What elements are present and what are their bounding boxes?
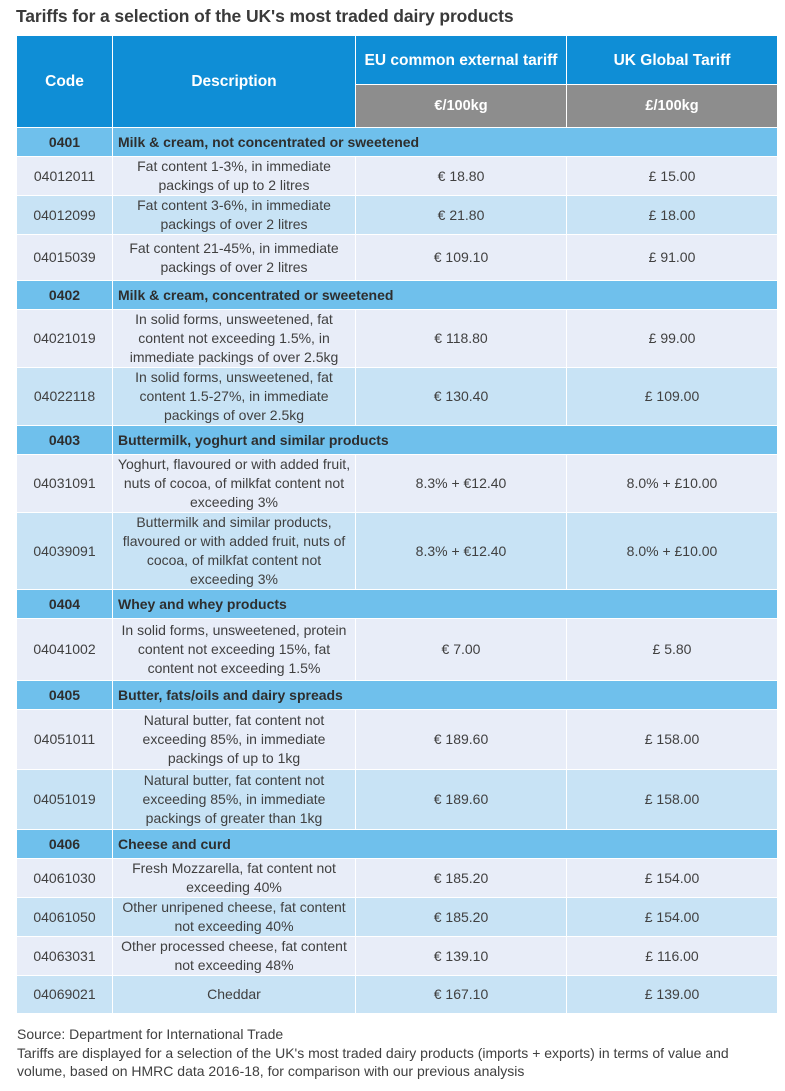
row-code: 04039091 (17, 513, 113, 590)
table-row (17, 368, 778, 426)
row-description: Cheddar (113, 976, 356, 1014)
group-label: Whey and whey products (113, 590, 778, 619)
row-description: Other processed cheese, fat content not exceeding 48% (113, 937, 356, 976)
row-uk-tariff: £ 139.00 (567, 976, 778, 1014)
row-code: 04063031 (17, 937, 113, 976)
row-eu-tariff: € 139.10 (356, 937, 567, 976)
row-uk-tariff: £ 91.00 (567, 235, 778, 281)
row-code: 04041002 (17, 619, 113, 681)
page-title: Tariffs for a selection of the UK's most traded dairy products (16, 6, 514, 26)
table-row (17, 235, 778, 281)
row-uk-tariff: £ 154.00 (567, 859, 778, 898)
row-code: 04012011 (17, 157, 113, 196)
table-row (17, 513, 778, 590)
row-code: 04021019 (17, 310, 113, 368)
table-row (17, 859, 778, 898)
group-label: Milk & cream, concentrated or sweetened (113, 281, 778, 310)
header-uk-unit: £/100kg (567, 85, 778, 128)
row-eu-tariff: 8.3% + €12.40 (356, 455, 567, 513)
row-description: Buttermilk and similar products, flavoured or with added fruit, nuts of cocoa, of milkfat content not exceeding 3% (113, 513, 356, 590)
row-description: In solid forms, unsweetened, fat content not exceeding 1.5%, in immediate packings of over 2.5kg (113, 310, 356, 368)
row-eu-tariff: € 185.20 (356, 898, 567, 937)
row-code: 04051011 (17, 710, 113, 770)
row-uk-tariff: £ 5.80 (567, 619, 778, 681)
row-code: 04051019 (17, 770, 113, 830)
row-uk-tariff: £ 18.00 (567, 196, 778, 235)
table-row (17, 619, 778, 681)
row-uk-tariff: £ 158.00 (567, 710, 778, 770)
row-eu-tariff: € 130.40 (356, 368, 567, 426)
footer (17, 1025, 777, 1081)
header-code: Code (17, 36, 113, 128)
row-uk-tariff: £ 99.00 (567, 310, 778, 368)
group-row (17, 681, 778, 710)
row-description: In solid forms, unsweetened, protein content not exceeding 15%, fat content not exceeding 1.5% (113, 619, 356, 681)
row-description: Fat content 21-45%, in immediate packings of over 2 litres (113, 235, 356, 281)
row-code: 04012099 (17, 196, 113, 235)
row-uk-tariff: £ 158.00 (567, 770, 778, 830)
row-code: 04031091 (17, 455, 113, 513)
row-uk-tariff: 8.0% + £10.00 (567, 455, 778, 513)
row-code: 04022118 (17, 368, 113, 426)
footer-source: Source: Department for International Trade (17, 1026, 284, 1042)
row-eu-tariff: € 18.80 (356, 157, 567, 196)
header-uk-tariff: UK Global Tariff (567, 36, 778, 85)
row-description: Fat content 3-6%, in immediate packings of over 2 litres (113, 196, 356, 235)
row-uk-tariff: £ 15.00 (567, 157, 778, 196)
row-eu-tariff: € 21.80 (356, 196, 567, 235)
group-code: 0406 (17, 830, 113, 859)
group-code: 0403 (17, 426, 113, 455)
row-description: In solid forms, unsweetened, fat content 1.5-27%, in immediate packings of over 2.5kg (113, 368, 356, 426)
table-row (17, 770, 778, 830)
table-row (17, 898, 778, 937)
row-uk-tariff: £ 109.00 (567, 368, 778, 426)
group-row (17, 426, 778, 455)
group-code: 0404 (17, 590, 113, 619)
row-uk-tariff: 8.0% + £10.00 (567, 513, 778, 590)
group-code: 0402 (17, 281, 113, 310)
tariff-table-body (17, 36, 778, 1014)
header-eu-tariff: EU common external tariff (356, 36, 567, 85)
footer-note: Tariffs are displayed for a selection of the UK's most traded dairy products (imports + exports) in terms of value and volume, based on HMRC data 2016-18, for comparison with our previous analysis (17, 1044, 729, 1079)
row-code: 04069021 (17, 976, 113, 1014)
row-code: 04061050 (17, 898, 113, 937)
row-description: Yoghurt, flavoured or with added fruit, nuts of cocoa, of milkfat content not exceeding 3% (113, 455, 356, 513)
group-label: Cheese and curd (113, 830, 778, 859)
row-code: 04061030 (17, 859, 113, 898)
table-row (17, 196, 778, 235)
header-description: Description (113, 36, 356, 128)
table-row (17, 455, 778, 513)
row-description: Other unripened cheese, fat content not exceeding 40% (113, 898, 356, 937)
row-description: Fresh Mozzarella, fat content not exceeding 40% (113, 859, 356, 898)
table-row (17, 710, 778, 770)
row-eu-tariff: 8.3% + €12.40 (356, 513, 567, 590)
group-row (17, 830, 778, 859)
group-code: 0405 (17, 681, 113, 710)
row-eu-tariff: € 118.80 (356, 310, 567, 368)
group-row (17, 281, 778, 310)
row-eu-tariff: € 109.10 (356, 235, 567, 281)
row-eu-tariff: € 189.60 (356, 770, 567, 830)
table-row (17, 937, 778, 976)
row-description: Fat content 1-3%, in immediate packings of up to 2 litres (113, 157, 356, 196)
group-row (17, 128, 778, 157)
table-row (17, 976, 778, 1014)
row-code: 04015039 (17, 235, 113, 281)
row-eu-tariff: € 189.60 (356, 710, 567, 770)
tariff-table (16, 35, 778, 1014)
group-label: Butter, fats/oils and dairy spreads (113, 681, 778, 710)
table-row (17, 310, 778, 368)
row-description: Natural butter, fat content not exceeding 85%, in immediate packings of up to 1kg (113, 710, 356, 770)
group-label: Buttermilk, yoghurt and similar products (113, 426, 778, 455)
group-row (17, 590, 778, 619)
header-eu-unit: €/100kg (356, 85, 567, 128)
table-row (17, 157, 778, 196)
header-row (17, 36, 778, 85)
group-label: Milk & cream, not concentrated or sweetened (113, 128, 778, 157)
row-eu-tariff: € 185.20 (356, 859, 567, 898)
row-eu-tariff: € 167.10 (356, 976, 567, 1014)
row-description: Natural butter, fat content not exceeding 85%, in immediate packings of greater than 1kg (113, 770, 356, 830)
group-code: 0401 (17, 128, 113, 157)
row-uk-tariff: £ 154.00 (567, 898, 778, 937)
row-uk-tariff: £ 116.00 (567, 937, 778, 976)
row-eu-tariff: € 7.00 (356, 619, 567, 681)
